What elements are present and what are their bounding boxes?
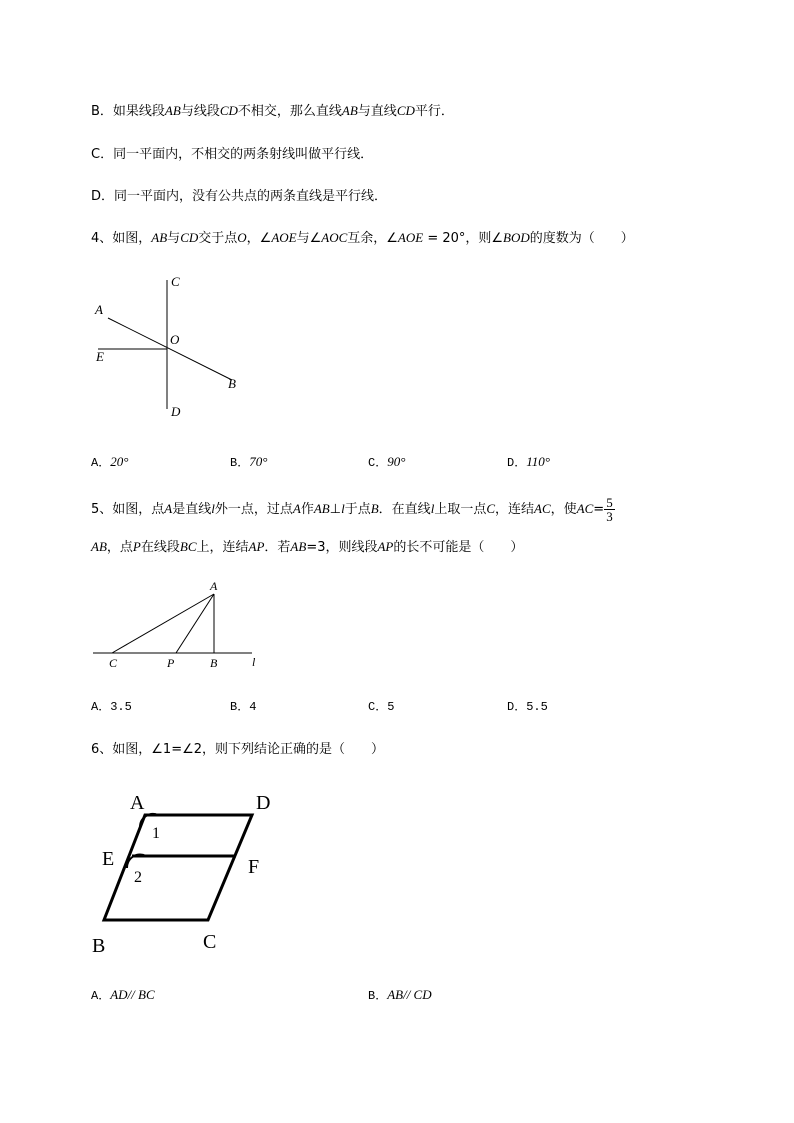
label-f: F	[248, 856, 260, 878]
option-value: AD// BC	[110, 987, 155, 1002]
label-p: P	[167, 656, 175, 670]
text-seg: 作	[300, 502, 314, 517]
label-a: A	[130, 792, 145, 814]
text-seg: 上取一点	[434, 502, 487, 517]
math-seg: AB	[290, 539, 307, 554]
text-seg: =	[593, 502, 605, 517]
math-seg: A	[164, 501, 173, 516]
math-seg: CD	[396, 103, 415, 118]
q5-option-c[interactable]	[368, 697, 394, 714]
math-seg: AB	[164, 103, 181, 118]
q4-figure	[90, 272, 250, 422]
text-seg: 与	[167, 231, 181, 246]
q4-option-c[interactable]	[368, 453, 405, 470]
text-seg: 上，连结	[196, 540, 249, 555]
option-value: 5.5	[526, 700, 548, 714]
text-seg: 在线段	[140, 540, 180, 555]
q4-stem	[91, 227, 634, 246]
text-seg: ，点	[106, 540, 133, 555]
text-seg: 的长不可能是（ ）	[393, 540, 524, 555]
option-letter: A．	[91, 989, 111, 1003]
math-seg: B	[370, 501, 379, 516]
label-a: A	[95, 302, 103, 317]
text-seg: ．若	[264, 540, 291, 555]
q4-option-a[interactable]	[91, 453, 128, 470]
math-seg: A	[292, 501, 301, 516]
text-seg: 于点	[344, 502, 371, 517]
option-letter: A．	[91, 700, 111, 714]
label-b: B	[210, 656, 218, 670]
label-angle-1: 1	[152, 825, 160, 842]
math-seg: AOC	[321, 230, 348, 245]
label-angle-2: 2	[134, 869, 142, 886]
option-value: 20°	[110, 454, 129, 469]
option-value: AB// CD	[387, 987, 432, 1002]
text-seg: 互余，∠	[347, 231, 398, 246]
q4-option-b[interactable]	[230, 453, 267, 470]
option-letter: A．	[91, 456, 111, 470]
label-d: D	[171, 404, 181, 419]
math-seg: AB	[341, 103, 358, 118]
option-letter: B．	[368, 989, 388, 1003]
math-seg: AB	[91, 539, 107, 554]
label-e: E	[102, 848, 115, 870]
q3-option-b	[91, 100, 454, 119]
label-c: C	[171, 274, 180, 289]
q5-stem-line2	[91, 536, 523, 555]
option-letter: B．	[230, 456, 250, 470]
segment-ac	[112, 594, 214, 653]
q5-figure	[90, 578, 270, 673]
text-seg: 外一点，过点	[214, 502, 293, 517]
label-c: C	[109, 656, 118, 670]
math-seg: l	[211, 501, 215, 516]
label-c: C	[203, 931, 217, 953]
label-a: A	[210, 579, 218, 593]
fraction-5-3	[604, 496, 615, 523]
math-seg: AOE	[271, 230, 297, 245]
math-seg: AB	[313, 501, 330, 516]
label-d: D	[256, 792, 271, 814]
q5-option-a[interactable]	[91, 697, 132, 714]
option-value: 70°	[249, 454, 268, 469]
label-b: B	[92, 935, 106, 957]
math-seg: BC	[179, 539, 197, 554]
text-seg: ，∠	[246, 231, 272, 246]
math-seg: CD	[180, 230, 199, 245]
option-letter: B．	[230, 700, 250, 714]
text-seg: 与∠	[296, 231, 322, 246]
math-seg: P	[132, 539, 141, 554]
q6-stem: 6、如图，∠1=∠2，则下列结论正确的是（ ）	[91, 742, 385, 757]
q6-option-b[interactable]	[368, 986, 432, 1003]
q5-option-d[interactable]	[507, 697, 548, 714]
text-seg: 的度数为（ ）	[529, 231, 634, 246]
text-seg: ．在直线	[378, 502, 431, 517]
segment-ap	[176, 594, 214, 653]
q5-stem-line1	[91, 494, 615, 525]
math-seg: CD	[219, 103, 238, 118]
label-l: l	[252, 655, 256, 669]
text-seg: 平行．	[414, 104, 454, 119]
math-seg: AOE	[397, 230, 424, 245]
text-seg: B．如果线段	[91, 104, 165, 119]
math-seg: O	[237, 230, 247, 245]
option-letter: D．	[507, 700, 527, 714]
q6-option-a[interactable]	[91, 986, 155, 1003]
text-seg: 交于点	[198, 231, 238, 246]
text-seg: ⊥	[329, 502, 342, 517]
q6-figure	[90, 782, 290, 962]
option-letter: C．	[368, 456, 388, 470]
q3-option-c: C．同一平面内，不相交的两条射线叫做平行线．	[91, 147, 374, 162]
fraction-numerator: 5	[606, 495, 613, 510]
option-value: 3.5	[110, 700, 132, 714]
option-value: 4	[249, 700, 257, 714]
q5-option-b[interactable]	[230, 697, 256, 714]
label-b: B	[228, 376, 236, 391]
q4-option-d[interactable]	[507, 453, 550, 470]
math-seg: C	[486, 501, 495, 516]
text-seg: ，连结	[495, 502, 535, 517]
option-value: 90°	[387, 454, 406, 469]
label-e: E	[96, 349, 104, 364]
text-seg: 不相交，那么直线	[237, 104, 342, 119]
fraction-denominator: 3	[606, 509, 613, 524]
text-seg: 是直线	[172, 502, 212, 517]
text-seg: = 20°，则∠	[423, 231, 504, 246]
math-seg: BOD	[503, 230, 530, 245]
text-seg: =3，则线段	[306, 540, 378, 555]
math-seg: AC	[576, 501, 594, 516]
text-seg: 5、如图，点	[91, 502, 165, 517]
text-seg: 4、如图，	[91, 231, 152, 246]
math-seg: AB	[151, 230, 168, 245]
option-value: 110°	[526, 454, 550, 469]
label-o: O	[170, 332, 180, 347]
text-seg: 与直线	[357, 104, 397, 119]
q3-option-d: D．同一平面内，没有公共点的两条直线是平行线．	[91, 189, 388, 204]
option-letter: C．	[368, 700, 388, 714]
text-seg: 与线段	[180, 104, 220, 119]
math-seg: AP	[377, 539, 394, 554]
math-seg: l	[430, 501, 435, 516]
option-letter: D．	[507, 456, 527, 470]
math-seg: AP	[248, 539, 265, 554]
option-value: 5	[387, 700, 395, 714]
math-seg: AC	[534, 501, 551, 516]
text-seg: ，使	[550, 502, 577, 517]
math-seg: l	[341, 501, 345, 516]
